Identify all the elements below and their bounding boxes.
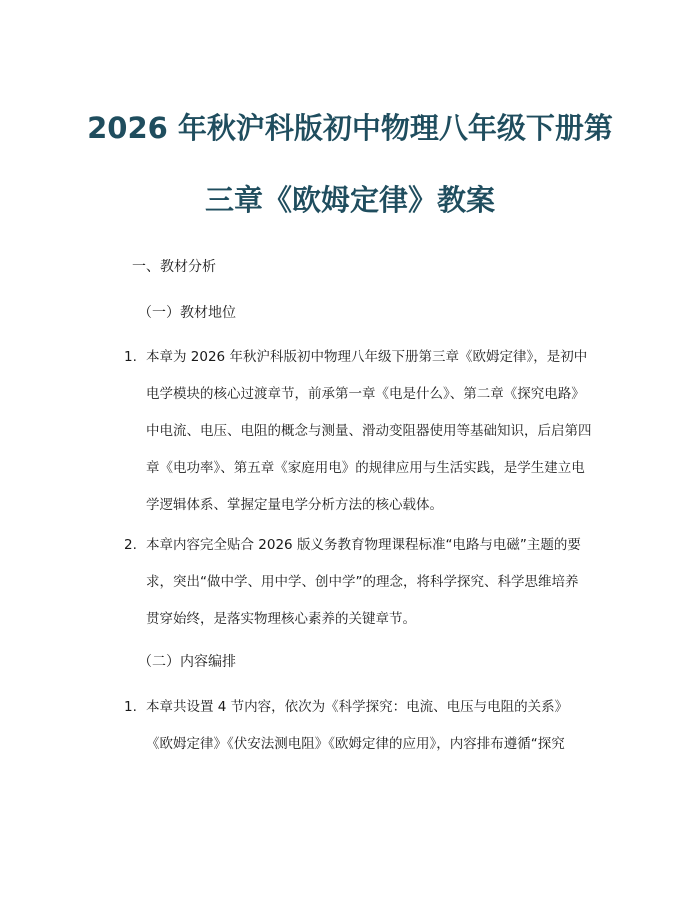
list-item-line: 电学模块的核心过渡章节，前承第一章《电是什么》、第二章《探究电路》 <box>146 386 585 402</box>
subsection-heading-textbook-position: （一）教材地位 <box>138 305 236 321</box>
list-item-line: 《欧姆定律》《伏安法测电阻》《欧姆定律的应用》，内容排布遵循“探究 <box>146 736 565 752</box>
list-item-number: 2. <box>124 537 137 553</box>
list-item <box>124 347 604 527</box>
list-item-line: 中电流、电压、电阻的概念与测量、滑动变阻器使用等基础知识，后启第四 <box>146 423 592 439</box>
list-item-line: 贯穿始终，是落实物理核心素养的关键章节。 <box>146 611 416 627</box>
document-title-line-1: 2026 年秋沪科版初中物理八年级下册第 <box>87 111 613 145</box>
list-item-line: 学逻辑体系、掌握定量电学分析方法的核心载体。 <box>146 497 443 513</box>
list-item <box>124 535 604 635</box>
document-title-line-2: 三章《欧姆定律》教案 <box>204 183 495 217</box>
list-item-number: 1. <box>124 349 137 365</box>
section-heading-textbook-analysis: 一、教材分析 <box>132 259 216 275</box>
list-item-line: 章《电功率》、第五章《家庭用电》的规律应用与生活实践，是学生建立电 <box>146 460 585 476</box>
list-item-line: 求，突出“做中学、用中学、创中学”的理念，将科学探究、科学思维培养 <box>146 574 579 590</box>
list-item <box>124 697 604 767</box>
list-item-line: 本章内容完全贴合 2026 版义务教育物理课程标准“电路与电磁”主题的要 <box>146 537 581 553</box>
list-item-number: 1. <box>124 699 137 715</box>
list-item-line: 本章为 2026 年秋沪科版初中物理八年级下册第三章《欧姆定律》，是初中 <box>146 349 588 365</box>
subsection-heading-content-arrangement: （二）内容编排 <box>138 654 236 670</box>
list-item-line: 本章共设置 4 节内容，依次为《科学探究：电流、电压与电阻的关系》 <box>146 699 569 715</box>
